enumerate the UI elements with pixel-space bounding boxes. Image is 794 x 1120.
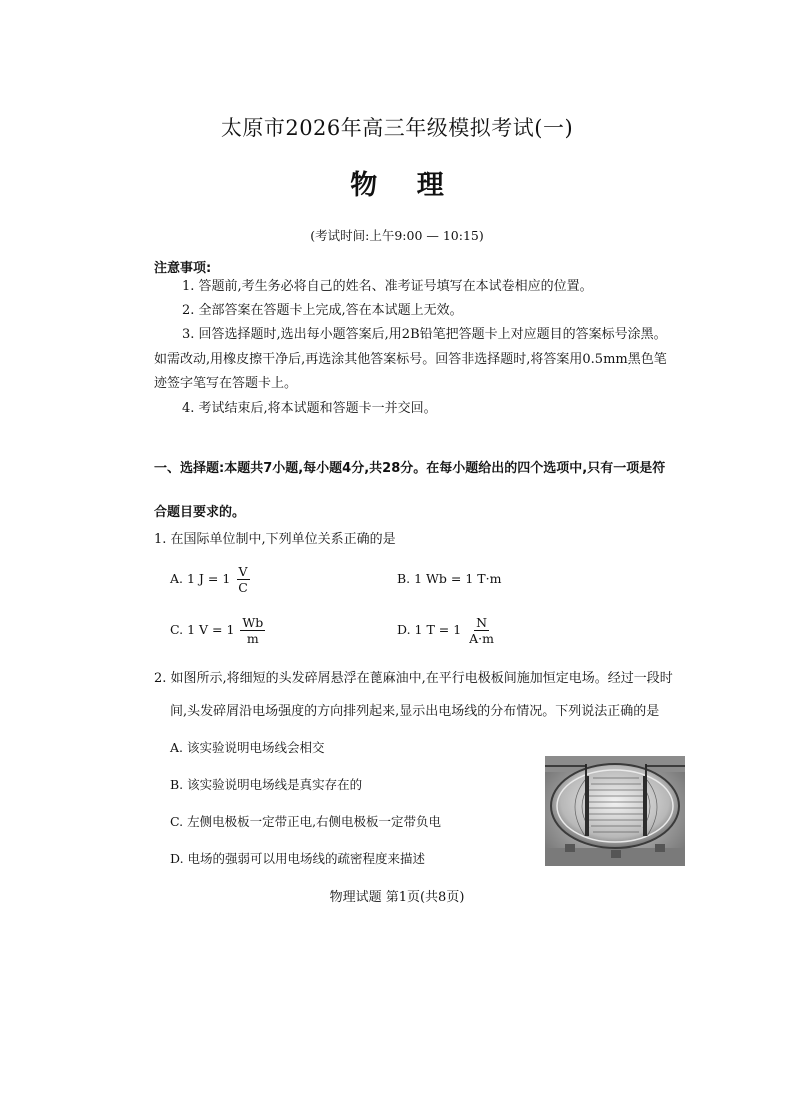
fraction-numerator: Wb [242, 615, 264, 630]
q1-option-c [170, 615, 265, 646]
notice-item-2: 2. 全部答案在答题卡上完成,答在本试题上无效。 [182, 303, 463, 318]
fraction-denominator: A·m [469, 631, 495, 646]
q1-option-b: B. 1 Wb = 1 T·m [397, 571, 502, 586]
q2-option-a: A. 该实验说明电场线会相交 [170, 740, 325, 755]
notice-item-1: 1. 答题前,考生务必将自己的姓名、准考证号填写在本试卷相应的位置。 [182, 279, 593, 294]
q1-option-a [170, 564, 250, 595]
notice-item-3: 3. 回答选择题时,选出每小题答案后,用2B铅笔把答题卡上对应题目的答案标号涂黑。 [182, 327, 667, 342]
question-2-stem-line-2: 间,头发碎屑沿电场强度的方向排列起来,显示出电场线的分布情况。下列说法正确的是 [170, 704, 660, 719]
fraction-numerator: V [238, 564, 248, 579]
question-1-stem: 1. 在国际单位制中,下列单位关系正确的是 [154, 532, 396, 547]
notice-heading: 注意事项: [154, 261, 212, 276]
section-heading [154, 447, 694, 535]
q1-option-d-fraction [467, 615, 496, 646]
notice-item-4: 4. 考试结束后,将本试题和答题卡一并交回。 [182, 401, 437, 416]
exam-time: (考试时间:上午9:00 — 10:15) [310, 228, 484, 243]
fraction-denominator: m [246, 631, 259, 646]
q1-option-a-fraction [236, 564, 250, 595]
q1-option-a-prefix: A. 1 J = 1 [170, 571, 231, 586]
q1-option-c-fraction [240, 615, 265, 646]
exam-title: 太原市2026年高三年级模拟考试(一) [220, 116, 574, 140]
q2-option-d: D. 电场的强弱可以用电场线的疏密程度来描述 [170, 851, 426, 866]
question-2-stem-line-1: 2. 如图所示,将细短的头发碎屑悬浮在蓖麻油中,在平行电极板间施加恒定电场。经过一段时 [154, 671, 673, 686]
q1-option-d [397, 615, 496, 646]
fraction-denominator: C [238, 580, 248, 595]
page-footer: 物理试题 第1页(共8页) [329, 890, 465, 905]
electric-field-photo [545, 756, 685, 866]
subject-title: 物 理 [350, 170, 444, 201]
q2-option-b: B. 该实验说明电场线是真实存在的 [170, 777, 363, 792]
notice-item-3-cont-1: 如需改动,用橡皮擦干净后,再选涂其他答案标号。回答非选择题时,将答案用0.5mm黑色笔 [154, 352, 667, 367]
section-heading-line-1: 一、选择题:本题共7小题,每小题4分,共28分。在每小题给出的四个选项中,只有一项是符 [154, 461, 666, 476]
q1-option-d-prefix: D. 1 T = 1 [397, 622, 462, 637]
section-heading-line-2: 合题目要求的。 [154, 505, 246, 520]
notice-item-3-cont-2: 迹签字笔写在答题卡上。 [154, 376, 298, 391]
q2-option-c: C. 左侧电极板一定带正电,右侧电极板一定带负电 [170, 814, 442, 829]
fraction-numerator: N [476, 615, 488, 630]
q1-option-c-prefix: C. 1 V = 1 [170, 622, 235, 637]
